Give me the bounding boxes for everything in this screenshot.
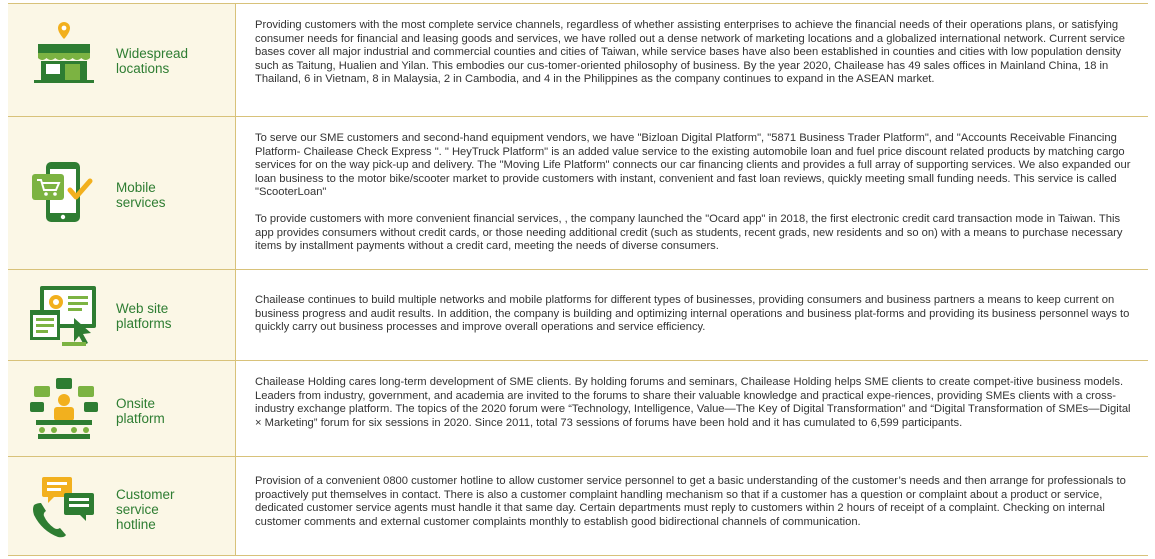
row-label: Mobile services — [116, 180, 166, 210]
row-label: Widespread locations — [116, 46, 189, 76]
table-row — [8, 457, 1148, 556]
row-paragraph: To provide customers with more convenient financial services, , the company launched the "Ocard app" in 2018, the first electronic credit card transaction mode in Taiwan. This app provides consumers without credit cards, or those needing additional credit (such as students, recent grads, new residents and so on) with a means to purchase necessary items by installment payments without a credit card, meeting the needs of diverse consumers. — [255, 212, 1123, 253]
row-content-cell — [236, 361, 1148, 456]
row-label: Web site platforms — [116, 301, 172, 331]
row-header-cell — [8, 117, 236, 269]
web-platform-icon — [28, 284, 100, 348]
row-header-cell — [8, 4, 236, 116]
row-content-cell — [236, 4, 1148, 116]
row-content-cell — [236, 270, 1148, 360]
table-row — [8, 270, 1148, 361]
row-content-cell — [236, 117, 1148, 269]
table-row — [8, 361, 1148, 457]
row-paragraph: Chailease Holding cares long-term development of SME clients. By holding forums and seminars, Chailease Holding helps SME clients to create compet-itive business models. Leaders from industry, government, and academia are invited to the forums to share their valuable knowledge and practical expe-riences, providing SMEs clients with a cross-industry exchange platform. The topics of the 2020 forum were “Technology, Intelligence, Value—The Key of Digital Transformation” and “Digital Transformation of SMEs—Digital × Marketing” forum for six sessions in 2020. Since 2011, total 73 sessions of forums have been hold and it has cumulated to 6,599 participants. — [255, 376, 1131, 429]
row-paragraph: Chailease continues to build multiple networks and mobile platforms for different types of businesses, providing consumers and business partners a means to keep current on business progress and audit results. In addition, the company is building and optimizing internal operations and business plat-forms and providing its business personnel ways to quickly carry out business processes and improve overall operations and service efficiency. — [255, 294, 1130, 334]
row-label: Onsite platform — [116, 396, 165, 426]
row-paragraph: Providing customers with the most complete service channels, regardless of whether assisting enterprises to achieve the financial needs of their operations plans, or satisfying consumer needs for financial and leasing goods and services, we have rolled out a dense network of marketing locations and a globalized international network. Current service bases cover all major industrial and commercial counties and cities of Taiwan, while service bases have also been established in counties and cities with low population density such as Taitung, Hualien and Yilan. This embodies our cus-tomer-oriented philosophy of business. By the year 2020, Chailease has 49 sales offices in Mainland China, 18 in Thailand, 6 in Vietnam, 8 in Malaysia, 2 in Cambodia, and 4 in the Philippines as the company continues to expand in the ASEAN market. — [255, 19, 1126, 86]
row-header-cell — [8, 457, 236, 555]
row-paragraph: Provision of a convenient 0800 customer hotline to allow customer service personnel to get a basic understanding of the customer’s needs and then arrange for professionals to proactively put themselves in contact. There is also a customer complaint handling mechanism so that if a customer has a question or complaint about a product or service, dedicated customer service agents must handle it that same day. Certain departments must reply to customers within 2 hours of receipt of a complaint. Checking on internal customer comments and external customer complaints monthly to establish good bidirectional channels of communication. — [255, 475, 1126, 528]
row-header-cell — [8, 270, 236, 360]
forum-meeting-icon — [28, 376, 100, 440]
row-paragraph: To serve our SME customers and second-hand equipment vendors, we have "Bizloan Digital Platform", "5871 Business Trader Platform", and "Accounts Receivable Financing Platform- Chailease Check Express ". " HeyTruck Platform" is an added value service to the existing automobile loan and fuel price discount related products by matching cargo services for on the way pick-up and delivery. The "Moving Life Platform" connects our car financing clients and provides a full array of supporting services. We also expanded our loan business to the motor bike/scooter market to provide customers with instant, convenient and fast loan reviews, quickly meeting small funding needs. This service is called "ScooterLoan" — [255, 132, 1131, 199]
table-row — [8, 4, 1148, 117]
storefront-location-icon — [28, 20, 100, 84]
mobile-cart-icon — [28, 160, 100, 224]
phone-chat-icon — [28, 475, 100, 539]
service-channels-table — [8, 3, 1148, 556]
row-header-cell — [8, 361, 236, 456]
row-label: Customer service hotline — [116, 487, 175, 532]
row-content-cell — [236, 457, 1148, 555]
table-row — [8, 117, 1148, 270]
